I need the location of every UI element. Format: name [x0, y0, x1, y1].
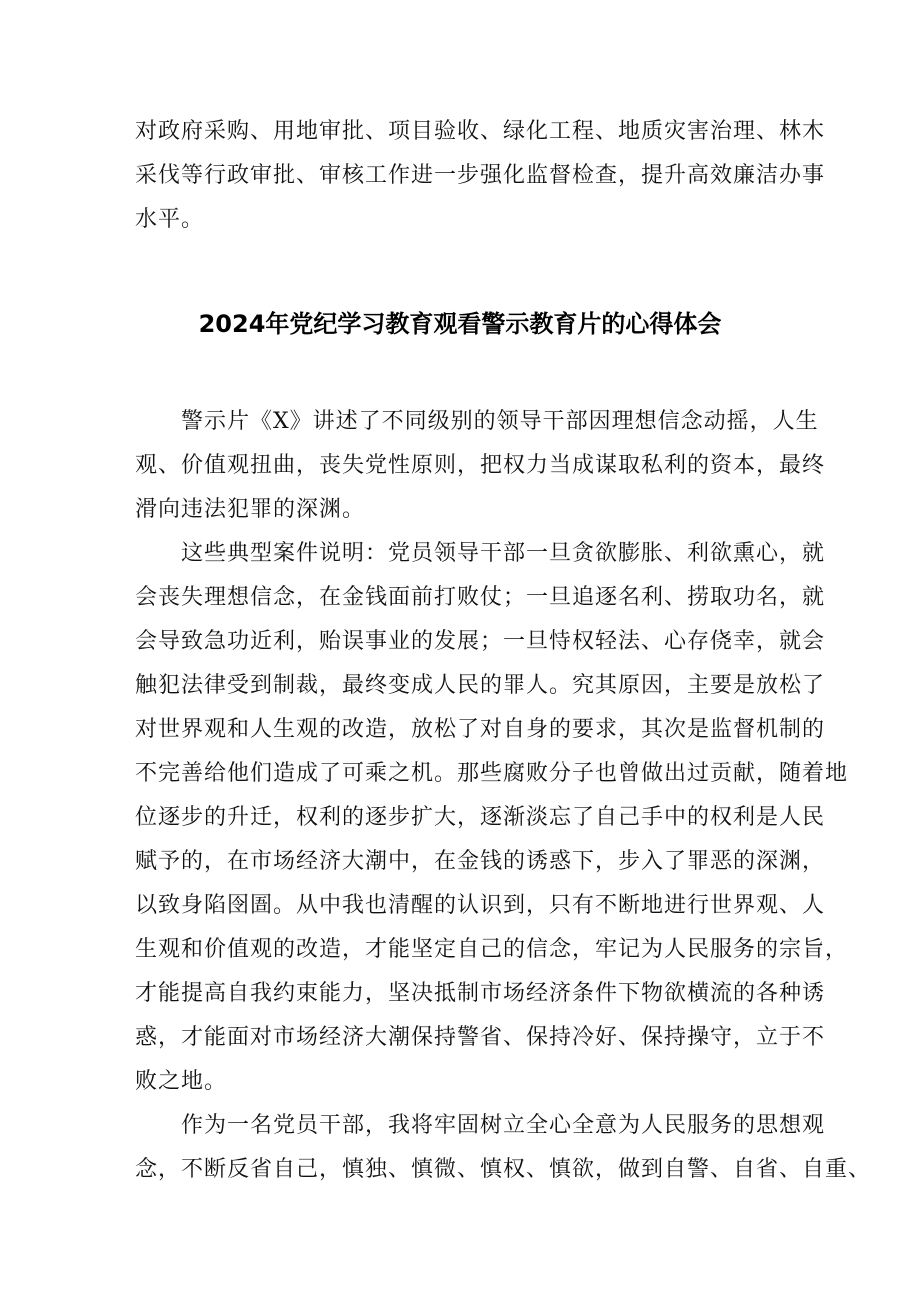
- body-line: 会导致急功近利，贻误事业的发展；一旦恃权轻法、心存侥幸，就会: [135, 629, 826, 654]
- document-title: 2024年党纪学习教育观看警示教育片的心得体会: [198, 310, 722, 338]
- body-line: 不完善给他们造成了可乘之机。那些腐败分子也曾做出过贡献，随着地: [135, 761, 849, 786]
- body-line: 作为一名党员干部，我将牢固树立全心全意为人民服务的思想观: [135, 1113, 826, 1138]
- body-line: 对世界观和人生观的改造，放松了对自身的要求，其次是监督机制的: [135, 717, 826, 742]
- body-line: 才能提高自我约束能力，坚决抵制市场经济条件下物欲横流的各种诱: [135, 981, 826, 1006]
- body-line: 会丧失理想信念，在金钱面前打败仗；一旦追逐名利、捞取功名，就: [135, 585, 826, 610]
- body-line: 念，不断反省自己，慎独、慎微、慎权、慎欲，做到自警、自省、自重、: [135, 1157, 872, 1182]
- body-line: 生观和价值观的改造，才能坚定自己的信念，牢记为人民服务的宗旨，: [135, 937, 849, 962]
- body-line: 触犯法律受到制裁，最终变成人民的罪人。究其原因，主要是放松了: [135, 673, 826, 698]
- body-line: 惑，才能面对市场经济大潮保持警省、保持冷好、保持操守，立于不: [135, 1025, 826, 1050]
- body-line: 对政府采购、用地审批、项目验收、绿化工程、地质灾害治理、林木: [135, 119, 826, 144]
- body-line: 滑向违法犯罪的深渊。: [135, 497, 366, 522]
- body-line: 败之地。: [135, 1069, 228, 1094]
- body-line: 这些典型案件说明：党员领导干部一旦贪欲膨胀、利欲熏心，就: [135, 541, 826, 566]
- body-line: 以致身陷囹圄。从中我也清醒的认识到，只有不断地进行世界观、人: [135, 893, 826, 918]
- body-line: 观、价值观扭曲，丧失党性原则，把权力当成谋取私利的资本，最终: [135, 453, 826, 478]
- body-line: 位逐步的升迁，权利的逐步扩大，逐渐淡忘了自己手中的权利是人民: [135, 805, 826, 830]
- body-line: 水平。: [135, 207, 205, 232]
- body-line: 警示片《X》讲述了不同级别的领导干部因理想信念动摇，人生: [135, 409, 819, 434]
- body-line: 采伐等行政审批、审核工作进一步强化监督检查，提升高效廉洁办事: [135, 163, 826, 188]
- body-line: 赋予的，在市场经济大潮中，在金钱的诱惑下，步入了罪恶的深渊，: [135, 849, 826, 874]
